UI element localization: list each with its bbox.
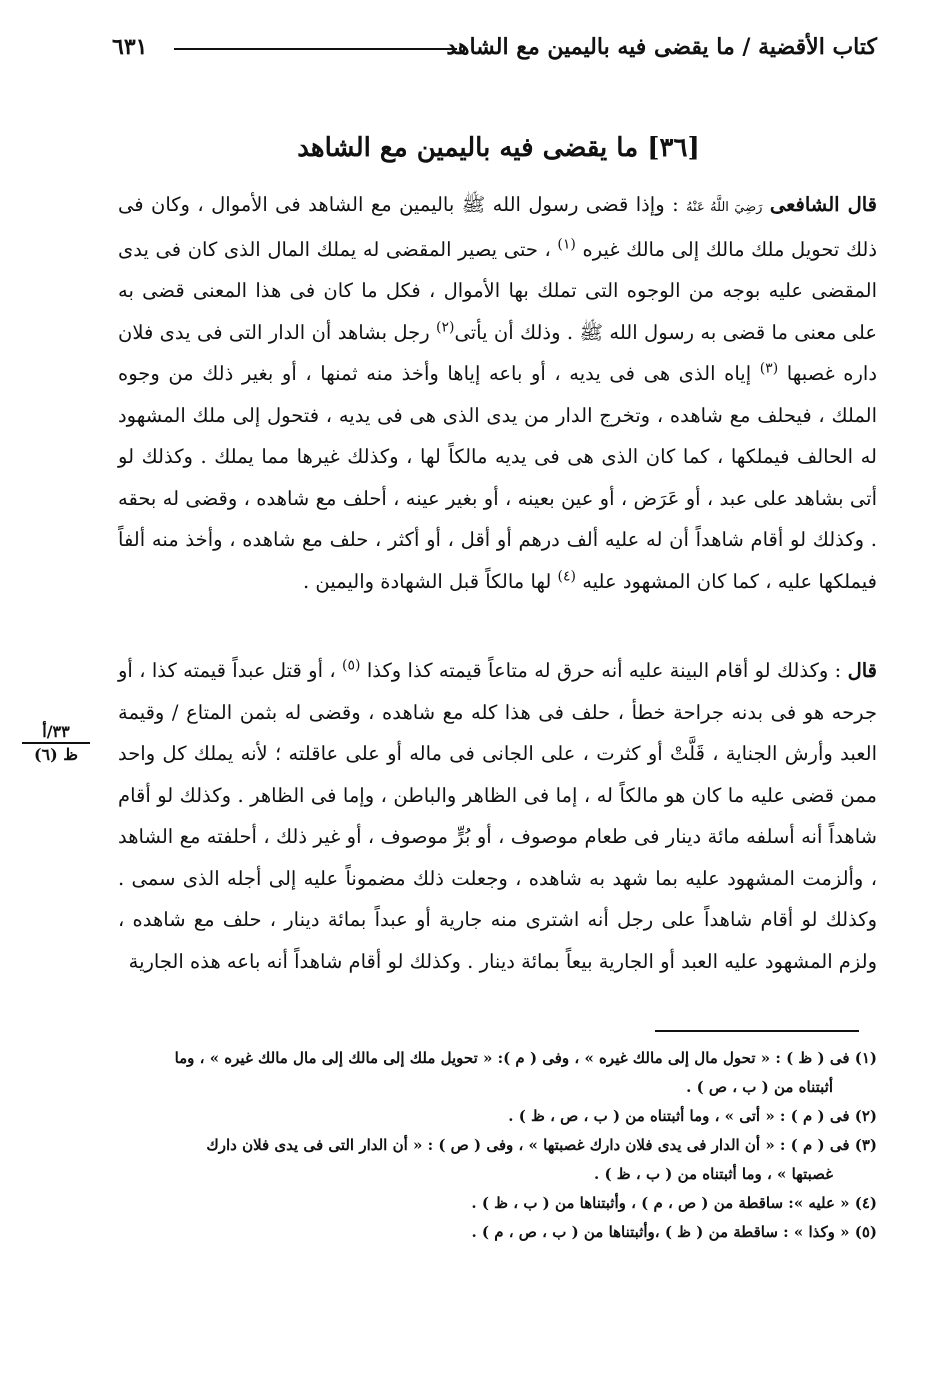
footnotes xyxy=(118,1044,877,1247)
page-number: ٦٣١ xyxy=(112,34,148,60)
text-segment: ، أو قتل عبداً قيمته كذا ، أو جرحه هو فى بدنه جراحة خطأ ، حلف فى هذا كله مع شاهده ، وقضى له بثمن المتاع / وقيمة العبد وأرش الجناية ، قَلَّتْ أو كثرت ، على الجانى فى ماله أو على عاقلته ؛ لأنه يملك كل واحد ممن قضى عليه ما كان هو مالكاً له ، إما فى الظاهر والباطن ، وإما فى الظاهر . وكذلك لو أقام شاهداً أنه أسلفه مائة دينار فى طعام موصوف ، أو بُرٍّ موصوف ، أو غير ذلك ، أحلفته مع الشاهد ، وألزمت المشهود عليه بما شهد به شاهده ، وجعلت ذلك مضموناً عليه إلى أجله الذى سمى . وكذلك لو أقام شاهداً على رجل أنه اشترى منه جارية أو عبداً بمائة دينار ، حلف مع شاهده ، ولزم المشهود عليه العبد أو الجارية بيعاً بمائة دينار . وكذلك لو أقام شاهداً أنه باعه هذه الجارية xyxy=(118,659,877,973)
footnote-1-continuation: أثبتناه من ( ب ، ص ) . xyxy=(686,1078,833,1096)
footnote-3: (٣) فى ( م ) : « أن الدار فى يدى فلان دارك غصبتها » ، وفى ( ص ) : « أن الدار التى فى يدى فلان دارك xyxy=(206,1136,877,1154)
margin-note-folio: ٣٣/أ xyxy=(22,722,90,744)
honorific-glyph: رَضِيَ اللَّهُ عَنْهُ xyxy=(686,200,763,215)
footnote-5: (٥) « وكذا » : ساقطة من ( ظ ) ،وأثبتناها من ( ب ، ص ، م ) . xyxy=(471,1223,877,1241)
text-segment: : وإذا قضى رسول الله ﷺ باليمين مع الشاهد فى الأموال ، وكان فى ذلك تحويل ملك مالك إلى مالك غيره xyxy=(118,193,877,261)
footnote-3-continuation: غصبتها » ، وما أثبتناه من ( ب ، ظ ) . xyxy=(594,1165,833,1183)
speaker-label: قال الشافعى xyxy=(769,193,878,216)
text-segment: ، حتى يصير المقضى له يملك المال الذى كان فى يدى المقضى عليه بوجه من الوجوه التى تملك بها الأموال ، فكل ما كان فى هذا المعنى قضى به على معنى ما قضى به رسول الله ﷺ . وذلك أن يأتى xyxy=(118,237,877,344)
footnote-ref-2[interactable]: (٢) xyxy=(436,319,455,335)
running-header xyxy=(112,30,877,70)
footnote-separator xyxy=(655,1030,859,1032)
footnote-ref-1[interactable]: (١) xyxy=(557,236,576,252)
paragraph-1 xyxy=(118,184,877,602)
header-rule xyxy=(174,48,457,50)
footnote-ref-3[interactable]: (٣) xyxy=(759,360,779,377)
text-segment: : وكذلك لو أقام البينة عليه أنه حرق له متاعاً قيمته كذا وكذا xyxy=(366,659,848,682)
footnote-ref-4[interactable]: (٤) xyxy=(557,568,576,584)
running-header-title: كتاب الأقضية / ما يقضى فيه باليمين مع الشاهد xyxy=(446,34,877,60)
text-segment: رجل بشاهد أن الدار التى فى يدى فلان داره غصبها xyxy=(118,320,878,385)
footnote-2: (٢) فى ( م ) : « أتى » ، وما أثبتناه من ( ب ، ص ، ظ ) . xyxy=(508,1107,877,1125)
footnote-ref-5[interactable]: (٥) xyxy=(342,657,361,674)
chapter-heading: [٣٦] ما يقضى فيه باليمين مع الشاهد xyxy=(297,133,700,163)
margin-note-source: ظ (٦) xyxy=(33,745,79,764)
paragraph-2 xyxy=(118,650,877,982)
speaker-label: قال xyxy=(847,659,877,682)
footnote-4: (٤) « عليه »: ساقطة من ( ص ، م ) ، وأثبتناها من ( ب ، ظ ) . xyxy=(471,1194,877,1212)
manuscript-margin-note xyxy=(22,722,90,764)
footnote-1: (١) فى ( ظ ) : « تحول مال إلى مالك غيره » ، وفى ( م ): « تحويل ملك إلى مالك إلى مال مالك غيره » ، وما xyxy=(174,1049,877,1067)
text-segment: إياه الذى هى فى يديه ، أو باعه إياها وأخذ منه ثمنها ، أو بغير ذلك من وجوه الملك ، فيحلف مع شاهده ، وتخرج الدار من يدى الذى هى فى يديه ، فتحول إلى ملك المشهود له الحالف فيملكها ، كما كان الذى هى فى يديه مالكاً لها ، وكذلك غيرها مما يملك . وكذلك لو أتى بشاهد على عبد ، أو عَرَض ، أو عين بعينه ، أو بغير عينه ، أحلف مع شاهده ، وقضى له بحقه . وكذلك لو أقام شاهداً أن له عليه ألف درهم أو أقل ، أو أكثر ، حلف مع شاهده ، وأخذ منه ألفاً فيملكها عليه ، كما كان المشهود عليه xyxy=(118,362,877,593)
text-segment: لها مالكاً قبل الشهادة واليمين . xyxy=(303,569,558,593)
